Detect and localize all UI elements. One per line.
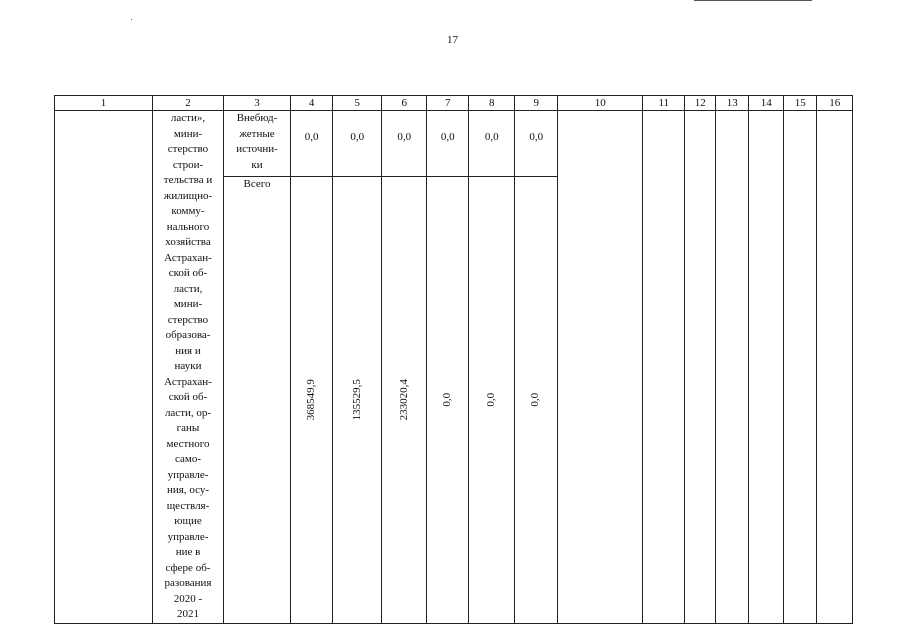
executor-line: хозяйства [165, 236, 211, 248]
executor-line: ласти», [170, 112, 206, 124]
header-cell: 14 [749, 96, 784, 111]
executor-line: мини- [173, 298, 203, 310]
header-cell: 15 [784, 96, 817, 111]
value-cell: 0,0 [469, 111, 515, 177]
header-cell: 1 [55, 96, 153, 111]
source-cell [224, 111, 291, 177]
header-cell: 9 [515, 96, 558, 111]
header-cell: 8 [469, 96, 515, 111]
executor-line: нального [166, 220, 210, 233]
source-line: Внебюд- [236, 112, 278, 124]
value-cell [291, 176, 333, 623]
total-value: 368549,9 [304, 379, 317, 421]
data-table [54, 95, 853, 624]
value-cell [469, 176, 515, 623]
executor-line: мини- [173, 127, 203, 140]
source-line: источни- [236, 143, 278, 155]
executor-line: ласти, [173, 282, 203, 295]
executor-line: ской об- [168, 391, 208, 403]
executor-line: ющие [174, 515, 202, 527]
value-cell: 0,0 [515, 111, 558, 177]
value-cell: 0,0 [333, 111, 382, 177]
executor-line: само- [174, 453, 202, 465]
table-row-offbudget [55, 111, 853, 177]
header-cell: 2 [153, 96, 224, 111]
executor-line: науки [174, 360, 202, 372]
executor-line: жилищно- [163, 189, 213, 202]
empty-cell [643, 111, 685, 624]
executor-line: строи- [172, 158, 204, 171]
source-line: жетные [239, 127, 275, 140]
executor-line: управле- [167, 530, 209, 543]
header-cell: 5 [333, 96, 382, 111]
empty-cell [685, 111, 716, 624]
source-line: ки [251, 158, 263, 171]
header-cell: 7 [427, 96, 469, 111]
executor-cell [153, 111, 224, 624]
total-value: 233020,4 [397, 379, 410, 421]
header-cell: 3 [224, 96, 291, 111]
value-cell: 0,0 [291, 111, 333, 177]
header-cell: 16 [817, 96, 853, 111]
value-cell [427, 176, 469, 623]
empty-cell [558, 111, 643, 624]
header-cell: 10 [558, 96, 643, 111]
executor-line: ществля- [166, 499, 210, 512]
value-cell: 0,0 [427, 111, 469, 177]
total-value: 0,0 [485, 392, 497, 407]
header-cell: 6 [382, 96, 427, 111]
executor-line: 2020 - [173, 592, 203, 605]
header-cell: 13 [716, 96, 749, 111]
executor-line: Астрахан- [164, 375, 212, 388]
total-value: 0,0 [441, 392, 453, 407]
executor-line: стерство [167, 143, 209, 155]
source-cell: Всего [224, 176, 291, 623]
executor-line: ния и [175, 344, 201, 357]
top-rule [694, 0, 812, 2]
executor-line: ласти, ор- [164, 406, 212, 419]
header-row [55, 96, 853, 111]
empty-cell [784, 111, 817, 624]
executor-line: разования [164, 577, 212, 589]
empty-cell [716, 111, 749, 624]
executor-line: образова- [165, 329, 211, 341]
executor-line: тельства и [163, 174, 213, 186]
col1-cell [55, 111, 153, 624]
executor-line: ганы [176, 422, 200, 434]
executor-line: стерство [167, 313, 209, 326]
total-value: 0,0 [529, 392, 542, 407]
empty-cell [817, 111, 853, 624]
executor-line: сфере об- [165, 561, 211, 574]
header-cell: 11 [643, 96, 685, 111]
empty-cell [749, 111, 784, 624]
value-cell [515, 176, 558, 623]
speck [131, 19, 132, 20]
executor-line: ния, осу- [166, 484, 209, 496]
value-cell [382, 176, 427, 623]
value-cell: 0,0 [382, 111, 427, 177]
executor-line: ской об- [168, 267, 208, 279]
header-cell: 12 [685, 96, 716, 111]
executor-line: местного [166, 437, 210, 450]
value-cell [333, 176, 382, 623]
executor-line: 2021 [177, 608, 199, 620]
page-number: 17 [447, 34, 458, 46]
executor-line: управле- [167, 468, 209, 481]
executor-line: комму- [171, 205, 205, 217]
header-cell: 4 [291, 96, 333, 111]
executor-line: ние в [175, 546, 201, 558]
executor-line: Астрахан- [164, 251, 212, 264]
total-value: 135529,5 [350, 379, 363, 421]
